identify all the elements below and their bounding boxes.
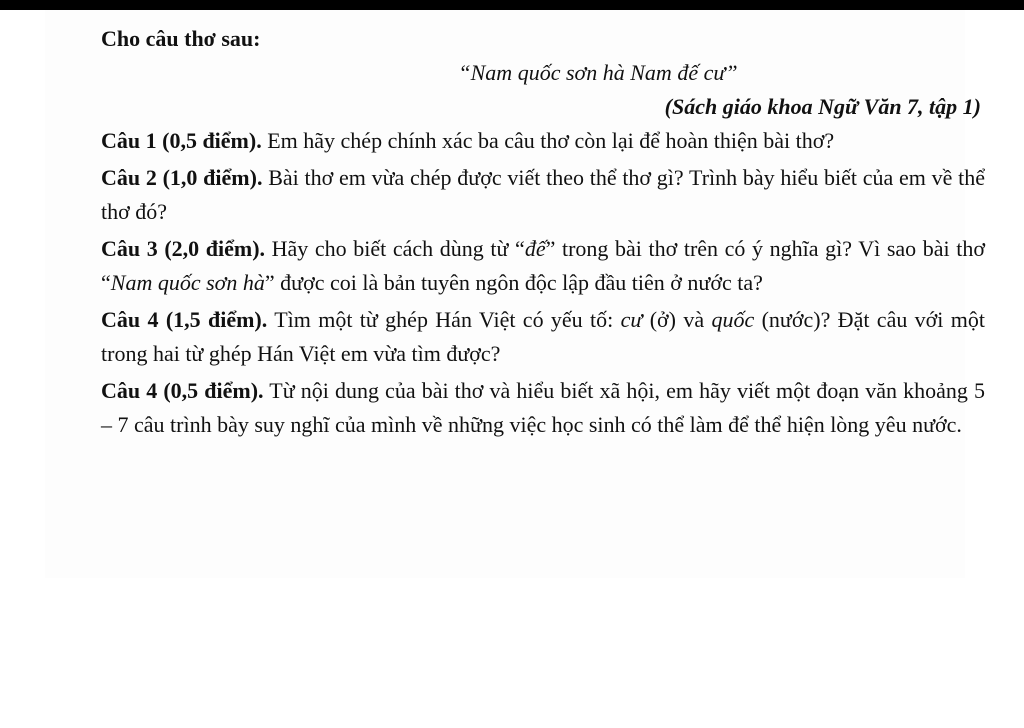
document-content [101,24,985,445]
question-2-label: Câu 2 (1,0 điểm). [101,165,263,190]
question-1 [101,124,985,158]
document-heading: Cho câu thơ sau: [101,26,261,51]
question-1-text: Em hãy chép chính xác ba câu thơ còn lại để hoàn thiện bài thơ? [261,128,835,153]
question-2 [101,161,985,229]
question-3-text-a: Hãy cho biết cách dùng từ “ [265,236,525,261]
document-sheet [45,10,986,578]
question-4-text-c: (nước)? Đặt câu với một trong hai từ ghép Hán Việt em vừa tìm được? [101,307,985,366]
question-1-label: Câu 1 (0,5 điểm). [101,128,262,153]
question-5-text: Từ nội dung của bài thơ và hiểu biết xã hội, em hãy viết một đoạn văn khoảng 5 – 7 câu trình bày suy nghĩ của mình về những việc học sinh có thể làm để thể hiện lòng yêu nước. [101,378,985,437]
question-4 [101,303,985,371]
question-4-text-b: (ở) và [642,307,712,332]
question-4-label: Câu 4 (1,5 điểm). [101,307,268,332]
question-4-emphasis-a: cư [620,307,643,332]
question-3-text-c: ” được coi là bản tuyên ngôn độc lập đầu tiên ở nước ta? [264,270,763,295]
page-background [0,10,1024,728]
question-3-emphasis-b: Nam quốc sơn hà [110,270,265,295]
question-3-label: Câu 3 (2,0 điểm). [101,236,266,261]
question-5-label: Câu 4 (0,5 điểm). [101,378,264,403]
poem-quote: “Nam quốc sơn hà Nam đế cư” [458,60,738,85]
top-black-bar [0,0,1024,10]
question-4-text-a: Tìm một từ ghép Hán Việt có yếu tố: [267,307,621,332]
question-3-emphasis-a: đế [524,236,546,261]
question-2-text: Bài thơ em vừa chép được viết theo thể thơ gì? Trình bày hiểu biết của em về thể thơ đó? [101,165,986,224]
question-3 [101,232,985,300]
question-5 [101,374,985,442]
question-3-text-b: ” trong bài thơ trên có ý nghĩa gì? Vì sao bài thơ “ [101,236,985,295]
poem-source: (Sách giáo khoa Ngữ Văn 7, tập 1) [664,94,981,119]
question-4-emphasis-b: quốc [711,307,755,332]
